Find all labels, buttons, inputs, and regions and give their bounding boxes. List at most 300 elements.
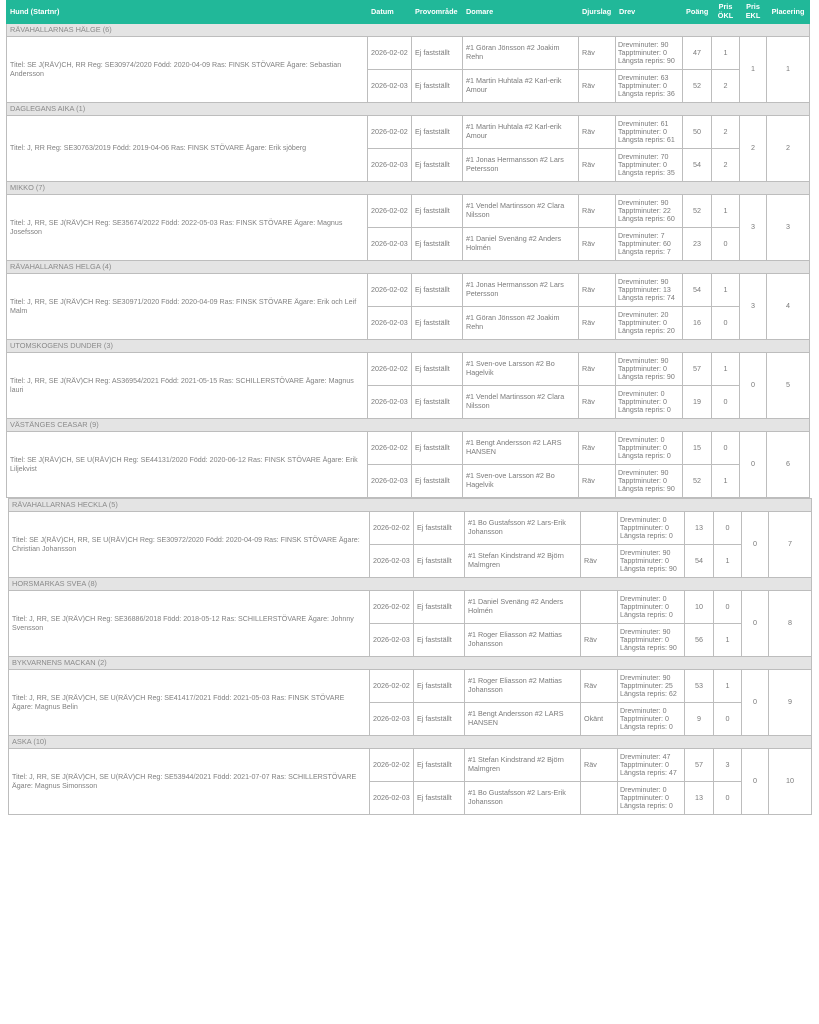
run-djurslag: Räv: [579, 432, 616, 465]
tapptminuter: [618, 286, 680, 294]
run-djurslag: [581, 512, 618, 545]
drev-text: Drevminuter:: [618, 435, 661, 444]
tapptminuter: [620, 557, 682, 565]
run-poang: 50: [683, 116, 712, 149]
run-provomrade: Ej fastställt: [414, 703, 465, 736]
drev-text: 0: [668, 532, 673, 541]
run-domare: #1 Göran Jönsson #2 Joakim Rehn: [463, 37, 579, 70]
dog-pris-ekl: 1: [740, 37, 767, 103]
run-datum: 2026-02-03: [368, 149, 412, 182]
column-header-poang[interactable]: Poäng: [683, 1, 712, 24]
dog-info: Titel: J, RR Reg: SE30763/2019 Född: 2019-04-06 Ras: FINSK STÖVARE Ägare: Erik sjöberg: [7, 116, 368, 182]
dog-placering: 10: [769, 749, 812, 815]
dog-placering: 7: [769, 512, 812, 578]
drev-text: 61: [666, 136, 675, 145]
run-domare: #1 Sven-ove Larsson #2 Bo Hagelvik: [463, 465, 579, 498]
drev-text: Drevminuter:: [618, 356, 661, 365]
run-pris-okl: 1: [714, 670, 742, 703]
drev-text: Drevminuter:: [618, 277, 661, 286]
drev-text: 90: [668, 565, 677, 574]
drev-text: 90: [660, 40, 669, 49]
drev-text: Drevminuter:: [618, 119, 661, 128]
tapptminuter: [618, 477, 680, 485]
run-pris-okl: 0: [712, 432, 740, 465]
dog-name: RÄVAHALLARNAS HECKLA (5): [9, 499, 812, 512]
drev-text: Längsta repris:: [618, 406, 667, 415]
run-provomrade: Ej fastställt: [414, 591, 465, 624]
langsta-repris: [620, 690, 682, 698]
drev-text: 20: [660, 310, 669, 319]
langsta-repris: [618, 215, 680, 223]
run-datum: 2026-02-02: [368, 432, 412, 465]
dog-name-row: [9, 499, 812, 512]
dog-name: VÄSTÄNGES CEASAR (9): [7, 419, 810, 432]
dog-info: Titel: SE J(RÄV)CH, RR Reg: SE30974/2020 Född: 2020-04-09 Ras: FINSK STÖVARE Ägare: Sebastian Andersson: [7, 37, 368, 103]
run-domare: #1 Bengt Andersson #2 LARS HANSEN: [465, 703, 581, 736]
dog-name-row: [7, 340, 810, 353]
tapptminuter: [618, 207, 680, 215]
drev-text: 0: [662, 785, 667, 794]
drev-text: 0: [662, 364, 667, 373]
run-datum: 2026-02-02: [370, 591, 414, 624]
run-domare: #1 Bo Gustafsson #2 Lars-Erik Johansson: [465, 512, 581, 545]
tapptminuter: [620, 715, 682, 723]
drev-text: Drevminuter:: [618, 40, 661, 49]
run-domare: #1 Vendel Martinsson #2 Clara Nilsson: [463, 195, 579, 228]
run-poang: 47: [683, 37, 712, 70]
drev-text: Tapptminuter:: [618, 81, 663, 90]
run-domare: #1 Bo Gustafsson #2 Lars-Erik Johansson: [465, 782, 581, 815]
drev-text: 36: [666, 90, 675, 99]
run-provomrade: Ej fastställt: [412, 149, 463, 182]
drev-text: Tapptminuter:: [620, 714, 665, 723]
drev-text: Tapptminuter:: [618, 364, 663, 373]
run-drev: [618, 624, 685, 657]
run-poang: 15: [683, 432, 712, 465]
dog-info: Titel: J, RR, SE J(RÄV)CH, SE U(RÄV)CH Reg: SE53944/2021 Född: 2021-07-07 Ras: SCHILLERSTÖVARE Ägare: Magnus Simonsson: [9, 749, 370, 815]
run-pris-okl: 1: [712, 195, 740, 228]
drevminuter: [618, 469, 680, 477]
dog-name-row: [7, 261, 810, 274]
drevminuter: [620, 786, 682, 794]
dog-pris-ekl: 0: [742, 749, 769, 815]
drev-text: Drevminuter:: [618, 198, 661, 207]
results-body-2: [9, 499, 812, 815]
run-djurslag: Räv: [581, 670, 618, 703]
drev-text: 60: [662, 239, 671, 248]
tapptminuter: [618, 161, 680, 169]
run-pris-okl: 0: [712, 386, 740, 419]
run-djurslag: Okänt: [581, 703, 618, 736]
drev-text: Drevminuter:: [620, 515, 663, 524]
run-domare: #1 Stefan Kindstrand #2 Björn Malmgren: [465, 545, 581, 578]
run-domare: #1 Roger Eliasson #2 Mattias Johansson: [465, 624, 581, 657]
column-header-pris-ekl[interactable]: [740, 1, 767, 24]
run-provomrade: Ej fastställt: [414, 545, 465, 578]
drev-text: 0: [664, 714, 669, 723]
drev-text: 0: [664, 793, 669, 802]
run-row: [7, 195, 810, 228]
run-domare: #1 Martin Huhtala #2 Karl-erik Amour: [463, 116, 579, 149]
pris-okl-line1: Pris: [718, 2, 733, 12]
drev-text: 0: [662, 81, 667, 90]
drev-text: 0: [664, 602, 669, 611]
drevminuter: [618, 41, 680, 49]
run-provomrade: Ej fastställt: [414, 670, 465, 703]
langsta-repris: [618, 294, 680, 302]
run-row: [9, 591, 812, 624]
dog-placering: 9: [769, 670, 812, 736]
drevminuter: [620, 628, 682, 636]
run-poang: 57: [683, 353, 712, 386]
langsta-repris: [618, 327, 680, 335]
drev-text: 0: [664, 556, 669, 565]
run-provomrade: Ej fastställt: [414, 512, 465, 545]
drevminuter: [618, 357, 680, 365]
dog-placering: 6: [767, 432, 810, 498]
drev-text: 0: [664, 635, 669, 644]
drev-text: Drevminuter:: [620, 594, 663, 603]
tapptminuter: [618, 82, 680, 90]
dog-placering: 5: [767, 353, 810, 419]
run-poang: 54: [683, 274, 712, 307]
run-domare: #1 Jonas Hermansson #2 Lars Petersson: [463, 274, 579, 307]
run-provomrade: Ej fastställt: [412, 307, 463, 340]
run-domare: #1 Daniel Svenäng #2 Anders Holmén: [465, 591, 581, 624]
run-provomrade: Ej fastställt: [412, 353, 463, 386]
drev-text: 90: [668, 644, 677, 653]
drev-text: 25: [664, 681, 673, 690]
run-row: [7, 274, 810, 307]
dog-pris-ekl: 3: [740, 195, 767, 261]
column-header-placering[interactable]: Placering: [767, 1, 810, 24]
drev-text: 0: [662, 48, 667, 57]
drev-text: Drevminuter:: [620, 752, 663, 761]
run-drev: [616, 195, 683, 228]
drev-text: 61: [660, 119, 669, 128]
run-drev: [616, 116, 683, 149]
drev-text: Drevminuter:: [618, 231, 661, 240]
tapptminuter: [618, 444, 680, 452]
dog-info: Titel: J, RR, SE J(RÄV)CH Reg: SE30971/2020 Född: 2020-04-09 Ras: FINSK STÖVARE Ägare: Erik och Leif Malm: [7, 274, 368, 340]
drev-text: Tapptminuter:: [618, 127, 663, 136]
drev-text: 35: [666, 169, 675, 178]
run-domare: #1 Bengt Andersson #2 LARS HANSEN: [463, 432, 579, 465]
drev-text: 0: [664, 760, 669, 769]
run-pris-okl: 2: [712, 116, 740, 149]
drevminuter: [620, 753, 682, 761]
drev-text: 90: [660, 277, 669, 286]
dog-name: UTOMSKOGENS DUNDER (3): [7, 340, 810, 353]
drevminuter: [620, 674, 682, 682]
drev-text: Tapptminuter:: [620, 602, 665, 611]
run-datum: 2026-02-02: [370, 749, 414, 782]
run-pris-okl: 0: [712, 307, 740, 340]
langsta-repris: [618, 373, 680, 381]
dog-pris-ekl: 0: [742, 512, 769, 578]
results-body-1: [7, 24, 810, 498]
column-header-pris-okl[interactable]: [712, 1, 740, 24]
run-pris-okl: 1: [712, 353, 740, 386]
drev-text: Längsta repris:: [620, 565, 669, 574]
drev-text: Tapptminuter:: [618, 160, 663, 169]
drev-text: Tapptminuter:: [618, 318, 663, 327]
dog-pris-ekl: 2: [740, 116, 767, 182]
run-drev: [616, 386, 683, 419]
run-poang: 54: [685, 545, 714, 578]
drev-text: 13: [662, 285, 671, 294]
dog-name: ASKA (10): [9, 736, 812, 749]
drev-text: 20: [666, 327, 675, 336]
run-domare: #1 Roger Eliasson #2 Mattias Johansson: [465, 670, 581, 703]
run-provomrade: Ej fastställt: [412, 195, 463, 228]
run-djurslag: Räv: [579, 465, 616, 498]
drevminuter: [618, 74, 680, 82]
dog-pris-ekl: 3: [740, 274, 767, 340]
drev-text: 70: [660, 152, 669, 161]
pris-ekl-line2: EKL: [745, 11, 761, 20]
dog-placering: 1: [767, 37, 810, 103]
langsta-repris: [618, 169, 680, 177]
run-drev: [616, 307, 683, 340]
dog-info: Titel: J, RR, SE J(RÄV)CH Reg: SE35674/2022 Född: 2022-05-03 Ras: FINSK STÖVARE Ägare: Magnus Josefsson: [7, 195, 368, 261]
run-pris-okl: 1: [712, 37, 740, 70]
drev-text: 7: [660, 231, 665, 240]
drev-text: Drevminuter:: [620, 706, 663, 715]
drev-text: 0: [660, 389, 665, 398]
langsta-repris: [620, 723, 682, 731]
run-poang: 23: [683, 228, 712, 261]
dog-name: DAGLEGANS AIKA (1): [7, 103, 810, 116]
run-djurslag: [581, 782, 618, 815]
drevminuter: [618, 311, 680, 319]
drev-text: Drevminuter:: [620, 673, 663, 682]
run-datum: 2026-02-03: [370, 703, 414, 736]
dog-info: Titel: SE J(RÄV)CH, SE U(RÄV)CH Reg: SE44131/2020 Född: 2020-06-12 Ras: FINSK STÖVARE Ägare: Erik Liljekvist: [7, 432, 368, 498]
run-pris-okl: 0: [714, 512, 742, 545]
run-pris-okl: 1: [712, 274, 740, 307]
run-djurslag: Räv: [579, 307, 616, 340]
drev-text: 0: [662, 397, 667, 406]
tapptminuter: [620, 524, 682, 532]
dog-info: Titel: J, RR, SE J(RÄV)CH, SE U(RÄV)CH Reg: SE41417/2021 Född: 2021-05-03 Ras: FINSK STÖVARE Ägare: Magnus Belin: [9, 670, 370, 736]
column-header-provomrade[interactable]: Provområde: [412, 1, 463, 24]
run-datum: 2026-02-03: [368, 70, 412, 103]
drev-text: 63: [660, 73, 669, 82]
dog-info: Titel: J, RR, SE J(RÄV)CH Reg: SE36886/2018 Född: 2018-05-12 Ras: SCHILLERSTÖVARE Ägare: Johnny Svensson: [9, 591, 370, 657]
dog-info: Titel: J, RR, SE J(RÄV)CH Reg: AS36954/2021 Född: 2021-05-15 Ras: SCHILLERSTÖVARE Ägare: Magnus lauri: [7, 353, 368, 419]
run-provomrade: Ej fastställt: [412, 465, 463, 498]
run-row: [9, 512, 812, 545]
results-table-page-2: [8, 498, 812, 815]
dog-placering: 4: [767, 274, 810, 340]
run-row: [9, 749, 812, 782]
run-domare: #1 Stefan Kindstrand #2 Björn Malmgren: [465, 749, 581, 782]
run-provomrade: Ej fastställt: [414, 749, 465, 782]
run-pris-okl: 0: [714, 782, 742, 815]
dog-info: Titel: SE J(RÄV)CH, RR, SE U(RÄV)CH Reg: SE30972/2020 Född: 2020-04-09 Ras: FINSK STÖVARE Ägare: Christian Johansson: [9, 512, 370, 578]
run-datum: 2026-02-02: [368, 116, 412, 149]
drev-text: Drevminuter:: [620, 785, 663, 794]
run-domare: #1 Vendel Martinsson #2 Clara Nilsson: [463, 386, 579, 419]
langsta-repris: [620, 802, 682, 810]
run-drev: [616, 149, 683, 182]
drev-text: Längsta repris:: [618, 327, 667, 336]
run-poang: 9: [685, 703, 714, 736]
run-poang: 56: [685, 624, 714, 657]
run-pris-okl: 2: [712, 70, 740, 103]
langsta-repris: [618, 406, 680, 414]
drev-text: Längsta repris:: [618, 294, 667, 303]
run-drev: [616, 274, 683, 307]
drev-text: Tapptminuter:: [618, 285, 663, 294]
run-poang: 57: [685, 749, 714, 782]
drev-text: Tapptminuter:: [618, 206, 663, 215]
run-poang: 53: [685, 670, 714, 703]
tapptminuter: [618, 128, 680, 136]
dog-name-row: [9, 657, 812, 670]
drevminuter: [618, 153, 680, 161]
run-poang: 16: [683, 307, 712, 340]
table-header-row: [7, 1, 810, 24]
dog-placering: 2: [767, 116, 810, 182]
run-djurslag: Räv: [579, 116, 616, 149]
drev-text: Tapptminuter:: [620, 681, 665, 690]
drev-text: Längsta repris:: [620, 723, 669, 732]
tapptminuter: [620, 794, 682, 802]
drev-text: 22: [662, 206, 671, 215]
drev-text: 60: [666, 215, 675, 224]
column-header-drev[interactable]: Drev: [616, 1, 683, 24]
tapptminuter: [620, 682, 682, 690]
dog-name-row: [7, 24, 810, 37]
run-domare: #1 Martin Huhtala #2 Karl-erik Amour: [463, 70, 579, 103]
drev-text: Längsta repris:: [620, 802, 669, 811]
drev-text: Drevminuter:: [620, 627, 663, 636]
drev-text: Tapptminuter:: [620, 793, 665, 802]
run-provomrade: Ej fastställt: [412, 228, 463, 261]
drev-text: 90: [666, 373, 675, 382]
column-header-domare[interactable]: Domare: [463, 1, 579, 24]
langsta-repris: [620, 644, 682, 652]
drev-text: 47: [662, 752, 671, 761]
drev-text: 90: [666, 485, 675, 494]
drev-text: 0: [666, 406, 671, 415]
dog-name-row: [9, 578, 812, 591]
run-datum: 2026-02-03: [370, 782, 414, 815]
run-poang: 52: [683, 70, 712, 103]
drev-text: 90: [660, 198, 669, 207]
dog-name: RÄVAHALLARNAS HELGA (4): [7, 261, 810, 274]
run-drev: [618, 545, 685, 578]
run-domare: #1 Jonas Hermansson #2 Lars Petersson: [463, 149, 579, 182]
langsta-repris: [620, 769, 682, 777]
run-poang: 52: [683, 195, 712, 228]
drev-text: Tapptminuter:: [618, 443, 663, 452]
tapptminuter: [618, 398, 680, 406]
dog-placering: 3: [767, 195, 810, 261]
pris-ekl-line1: Pris: [746, 2, 760, 12]
run-drev: [618, 670, 685, 703]
drev-text: 0: [662, 476, 667, 485]
drev-text: Längsta repris:: [618, 215, 667, 224]
drevminuter: [618, 120, 680, 128]
run-poang: 54: [683, 149, 712, 182]
tapptminuter: [618, 49, 680, 57]
dog-pris-ekl: 0: [742, 670, 769, 736]
run-drev: [616, 465, 683, 498]
dog-pris-ekl: 0: [740, 432, 767, 498]
run-row: [7, 116, 810, 149]
dog-name: HORSMARKAS SVEA (8): [9, 578, 812, 591]
drev-text: Längsta repris:: [620, 690, 669, 699]
dog-name: BYKVARNENS MACKAN (2): [9, 657, 812, 670]
run-drev: [616, 37, 683, 70]
drev-text: 90: [666, 57, 675, 66]
run-djurslag: Räv: [579, 70, 616, 103]
langsta-repris: [620, 611, 682, 619]
drev-text: Längsta repris:: [618, 169, 667, 178]
drev-text: Tapptminuter:: [618, 239, 663, 248]
drev-text: Drevminuter:: [620, 548, 663, 557]
run-poang: 52: [683, 465, 712, 498]
run-drev: [618, 749, 685, 782]
drevminuter: [620, 595, 682, 603]
drev-text: Längsta repris:: [620, 611, 669, 620]
run-provomrade: Ej fastställt: [414, 782, 465, 815]
column-header-djurslag[interactable]: Djurslag: [579, 1, 616, 24]
run-datum: 2026-02-03: [370, 545, 414, 578]
tapptminuter: [618, 365, 680, 373]
drev-text: 0: [666, 452, 671, 461]
run-drev: [616, 353, 683, 386]
drev-text: Tapptminuter:: [618, 397, 663, 406]
drev-text: 0: [662, 706, 667, 715]
drev-text: 0: [668, 723, 673, 732]
run-datum: 2026-02-03: [368, 386, 412, 419]
drev-text: Längsta repris:: [618, 136, 667, 145]
run-datum: 2026-02-03: [368, 228, 412, 261]
column-header-hund[interactable]: Hund (Startnr): [7, 1, 368, 24]
tapptminuter: [620, 761, 682, 769]
tapptminuter: [620, 636, 682, 644]
langsta-repris: [620, 532, 682, 540]
drev-text: 0: [662, 318, 667, 327]
run-row: [7, 353, 810, 386]
drev-text: Tapptminuter:: [618, 48, 663, 57]
run-provomrade: Ej fastställt: [414, 624, 465, 657]
run-djurslag: Räv: [579, 353, 616, 386]
run-domare: #1 Sven-ove Larsson #2 Bo Hagelvik: [463, 353, 579, 386]
langsta-repris: [618, 136, 680, 144]
run-poang: 10: [685, 591, 714, 624]
dog-name: MIKKO (7): [7, 182, 810, 195]
langsta-repris: [618, 90, 680, 98]
drevminuter: [618, 199, 680, 207]
langsta-repris: [618, 452, 680, 460]
drev-text: Drevminuter:: [618, 389, 661, 398]
run-pris-okl: 1: [712, 465, 740, 498]
run-datum: 2026-02-02: [368, 37, 412, 70]
tapptminuter: [620, 603, 682, 611]
run-djurslag: Räv: [579, 149, 616, 182]
drev-text: 74: [666, 294, 675, 303]
dog-pris-ekl: 0: [742, 591, 769, 657]
run-djurslag: Räv: [579, 274, 616, 307]
run-provomrade: Ej fastställt: [412, 432, 463, 465]
column-header-datum[interactable]: Datum: [368, 1, 412, 24]
drev-text: 0: [668, 802, 673, 811]
